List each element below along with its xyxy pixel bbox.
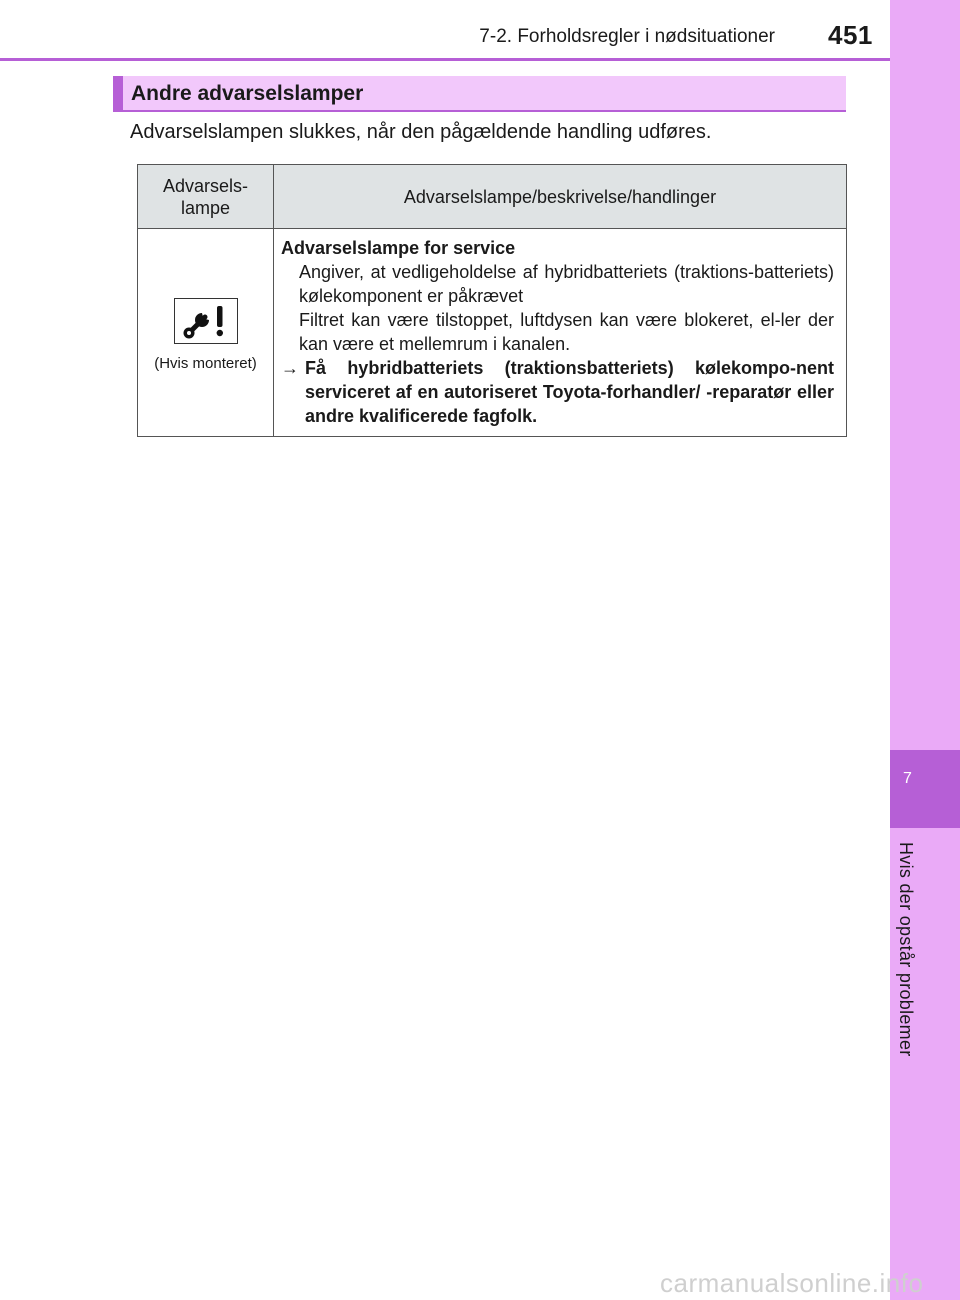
section-heading [113, 76, 846, 112]
chapter-side-tab [890, 0, 960, 1300]
lamp-description-1: Angiver, at vedligeholdelse af hybridbatteriets (traktions-batteriets) kølekomponent er påkrævet [299, 262, 834, 306]
lamp-note: (Hvis monteret) [154, 354, 257, 372]
warning-lamp-table [137, 164, 847, 437]
lamp-description-2: Filtret kan være tilstoppet, luftdysen kan være blokeret, el-ler der kan være et mellemrum i kanalen. [299, 310, 834, 354]
chapter-title: Hvis der opstår problemer [896, 842, 916, 1057]
header-section-title: 7-2. Forholdsregler i nødsituationer [479, 26, 775, 47]
table-row [138, 229, 847, 437]
lamp-cell [138, 229, 274, 437]
lamp-action-text: Få hybridbatteriets (traktionsbatteriets) kølekompo-nent serviceret af en autoriseret Toyota-forhandler/ -reparatør eller andre kvalificerede fagfolk. [305, 358, 834, 426]
table-header-lamp-line2: lampe [180, 197, 231, 218]
table-header-description: Advarselslampe/beskrivelse/handlinger [274, 165, 847, 229]
chapter-side-tab-active [890, 750, 960, 828]
intro-text: Advarselslampen slukkes, når den pågældende handling udføres. [130, 121, 712, 143]
lamp-title: Advarselslampe for service [281, 238, 516, 258]
watermark-text: carmanualsonline.info [660, 1268, 924, 1298]
chapter-number: 7 [903, 770, 912, 787]
table-header-row [138, 165, 847, 229]
wrench-exclamation-icon [174, 298, 238, 344]
page-number: 451 [828, 20, 873, 50]
header-divider [0, 58, 890, 61]
description-cell [274, 229, 847, 437]
section-heading-text: Andre advarselslamper [131, 82, 364, 105]
arrow-right-icon: → [281, 358, 299, 378]
table-header-lamp-line1: Advarsels- [162, 175, 249, 196]
lamp-action [281, 356, 834, 428]
table-header-lamp [138, 165, 274, 229]
